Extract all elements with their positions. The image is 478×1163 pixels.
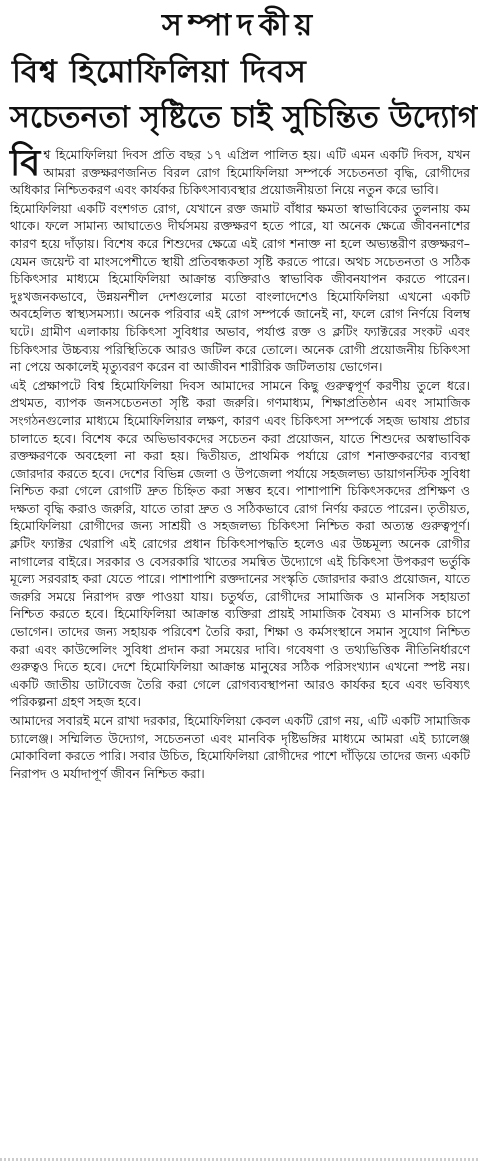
- drop-cap: বি: [10, 142, 41, 184]
- article-paragraph-2: হিমোফিলিয়া একটি বংশগত রোগ, যেখানে রক্ত জমাট বাঁধার ক্ষমতা স্বাভাবিকের তুলনায় কম থাকে। ফলে সামান্য আঘাতেও দীর্ঘসময় রক্তক্ষরণ হতে পারে, যা অনেক ক্ষেত্রে জীবননাশের কারণ হয়ে দাঁড়ায়। বিশেষ করে শিশুদের ক্ষেত্রে এই রোগ শনাক্ত না হলে অভ্যন্তরীণ রক্তক্ষরণ– যেমন জয়েন্ট বা মাংসপেশীতে স্থায়ী প্রতিবন্ধকতা সৃষ্টি করতে পারে। অথচ সচেতনতা ও সঠিক চিকিৎসার মাধ্যমে হিমোফিলিয়া আক্রান্ত ব্যক্তিরাও স্বাভাবিক জীবনযাপন করতে পারেন। দুঃখজনকভাবে, উন্নয়নশীল দেশগুলোর মতো বাংলাদেশেও হিমোফিলিয়া এখনো একটি অবহেলিত স্বাস্থ্যসমস্যা। অনেক পরিবার এই রোগ সম্পর্কে জানেই না, ফলে রোগ নির্ণয়ে বিলম্ব ঘটে। গ্রামীণ এলাকায় চিকিৎসা সুবিধার অভাব, পর্যাপ্ত রক্ত ও ক্লটিং ফ্যাক্টরের সংকট এবং চিকিৎসার উচ্চব্যয় পরিস্থিতিকে আরও জটিল করে তোলে। অনেক রোগী প্রয়োজনীয় চিকিৎসা না পেয়ে অকালেই মৃত্যুবরণ করেন বা আজীবন শারীরিক জটিলতায় ভোগেন।: [10, 200, 470, 375]
- paragraph-text-1: শ্ব হিমোফিলিয়া দিবস প্রতি বছর ১৭ এপ্রিল পালিত হয়। এটি এমন একটি দিবস, যখন আমরা রক্তক্ষরণজনিত বিরল রোগ হিমোফিলিয়া সম্পর্কে সচেতনতা বৃদ্ধি, রোগীদের অধিকার নিশ্চিতকরণ এবং কার্যকর চিকিৎসাব্যবস্থার প্রয়োজনীয়তা নিয়ে নতুন করে ভাবি।: [10, 147, 470, 198]
- section-kicker: সম্পাদকীয়: [161, 8, 319, 43]
- article-paragraph-1: [10, 142, 470, 199]
- headline-primary: বিশ্ব হিমোফিলিয়া দিবস: [12, 54, 307, 90]
- article-paragraph-4: আমাদের সবারই মনে রাখা দরকার, হিমোফিলিয়া কেবল একটি রোগ নয়, এটি একটি সামাজিক চ্যালেঞ্জ। সম্মিলিত উদ্যোগ, সচেতনতা এবং মানবিক দৃষ্টিভঙ্গির মাধ্যমে আমরা এই চ্যালেঞ্জ মোকাবিলা করতে পারি। সবার উচিত, হিমোফিলিয়া রোগীদের পাশে দাঁড়িয়ে তাদের জন্য একটি নিরাপদ ও মর্যাদাপূর্ণ জীবন নিশ্চিত করা।: [10, 713, 470, 781]
- bottom-divider: [0, 1158, 478, 1161]
- headline-secondary: সচেতনতা সৃষ্টিতে চাই সুচিন্তিত উদ্যোগ: [10, 100, 478, 135]
- article-paragraph-3: এই প্রেক্ষাপটে বিশ্ব হিমোফিলিয়া দিবস আমাদের সামনে কিছু গুরুত্বপূর্ণ করণীয় তুলে ধরে। প্রথমত, ব্যাপক জনসচেতনতা সৃষ্টি করা জরুরি। গণমাধ্যম, শিক্ষাপ্রতিষ্ঠান এবং সামাজিক সংগঠনগুলোর মাধ্যমে হিমোফিলিয়ার লক্ষণ, কারণ এবং চিকিৎসা সম্পর্কে সহজ ভাষায় প্রচার চালাতে হবে। বিশেষ করে অভিভাবকদের সচেতন করা প্রয়োজন, যাতে শিশুদের অস্বাভাবিক রক্তক্ষরণকে অবহেলা না করা হয়। দ্বিতীয়ত, প্রাথমিক পর্যায়ে রোগ শনাক্তকরণের ব্যবস্থা জোরদার করতে হবে। দেশের বিভিন্ন জেলা ও উপজেলা পর্যায়ে সহজলভ্য ডায়াগনস্টিক সুবিধা নিশ্চিত করা গেলে রোগটি দ্রুত চিহ্নিত করা সম্ভব হবে। পাশাপাশি চিকিৎসকদের প্রশিক্ষণ ও দক্ষতা বৃদ্ধি করাও জরুরি, যাতে তারা দ্রুত ও সঠিকভাবে রোগ নির্ণয় করতে পারেন। তৃতীয়ত, হিমোফিলিয়া রোগীদের জন্য সাশ্রয়ী ও সহজলভ্য চিকিৎসা নিশ্চিত করা অত্যন্ত গুরুত্বপূর্ণ। ক্লটিং ফ্যাক্টর থেরাপি এই রোগের প্রধান চিকিৎসাপদ্ধতি হলেও এর উচ্চমূল্য অনেক রোগীর নাগালের বাইরে। সরকার ও বেসরকারি খাতের সমন্বিত উদ্যোগে এই চিকিৎসা উপকরণ ভর্তুকি মূল্যে সরবরাহ করা যেতে পারে। পাশাপাশি রক্তদানের সংস্কৃতি জোরদার করাও প্রয়োজন, যাতে জরুরি সময়ে নিরাপদ রক্ত পাওয়া যায়। চতুর্থত, রোগীদের সামাজিক ও মানসিক সহায়তা নিশ্চিত করতে হবে। হিমোফিলিয়া আক্রান্ত ব্যক্তিরা প্রায়ই সামাজিক বৈষম্য ও মানসিক চাপে ভোগেন। তাদের জন্য সহায়ক পরিবেশ তৈরি করা, শিক্ষা ও কর্মসংস্থানে সমান সুযোগ নিশ্চিত করা এবং কাউন্সেলিং সুবিধা প্রদান করা সময়ের দাবি। গবেষণা ও তথ্যভিত্তিক নীতিনির্ধারণে গুরুত্বও দিতে হবে। দেশে হিমোফিলিয়া আক্রান্ত মানুষের সঠিক পরিসংখ্যান এখনো স্পষ্ট নয়। একটি জাতীয় ডাটাবেজ তৈরি করা গেলে রোগব্যবস্থাপনা আরও কার্যকর হবে এবং ভবিষ্যৎ পরিকল্পনা গ্রহণ সহজ হবে।: [10, 377, 470, 710]
- article-body: [10, 142, 470, 782]
